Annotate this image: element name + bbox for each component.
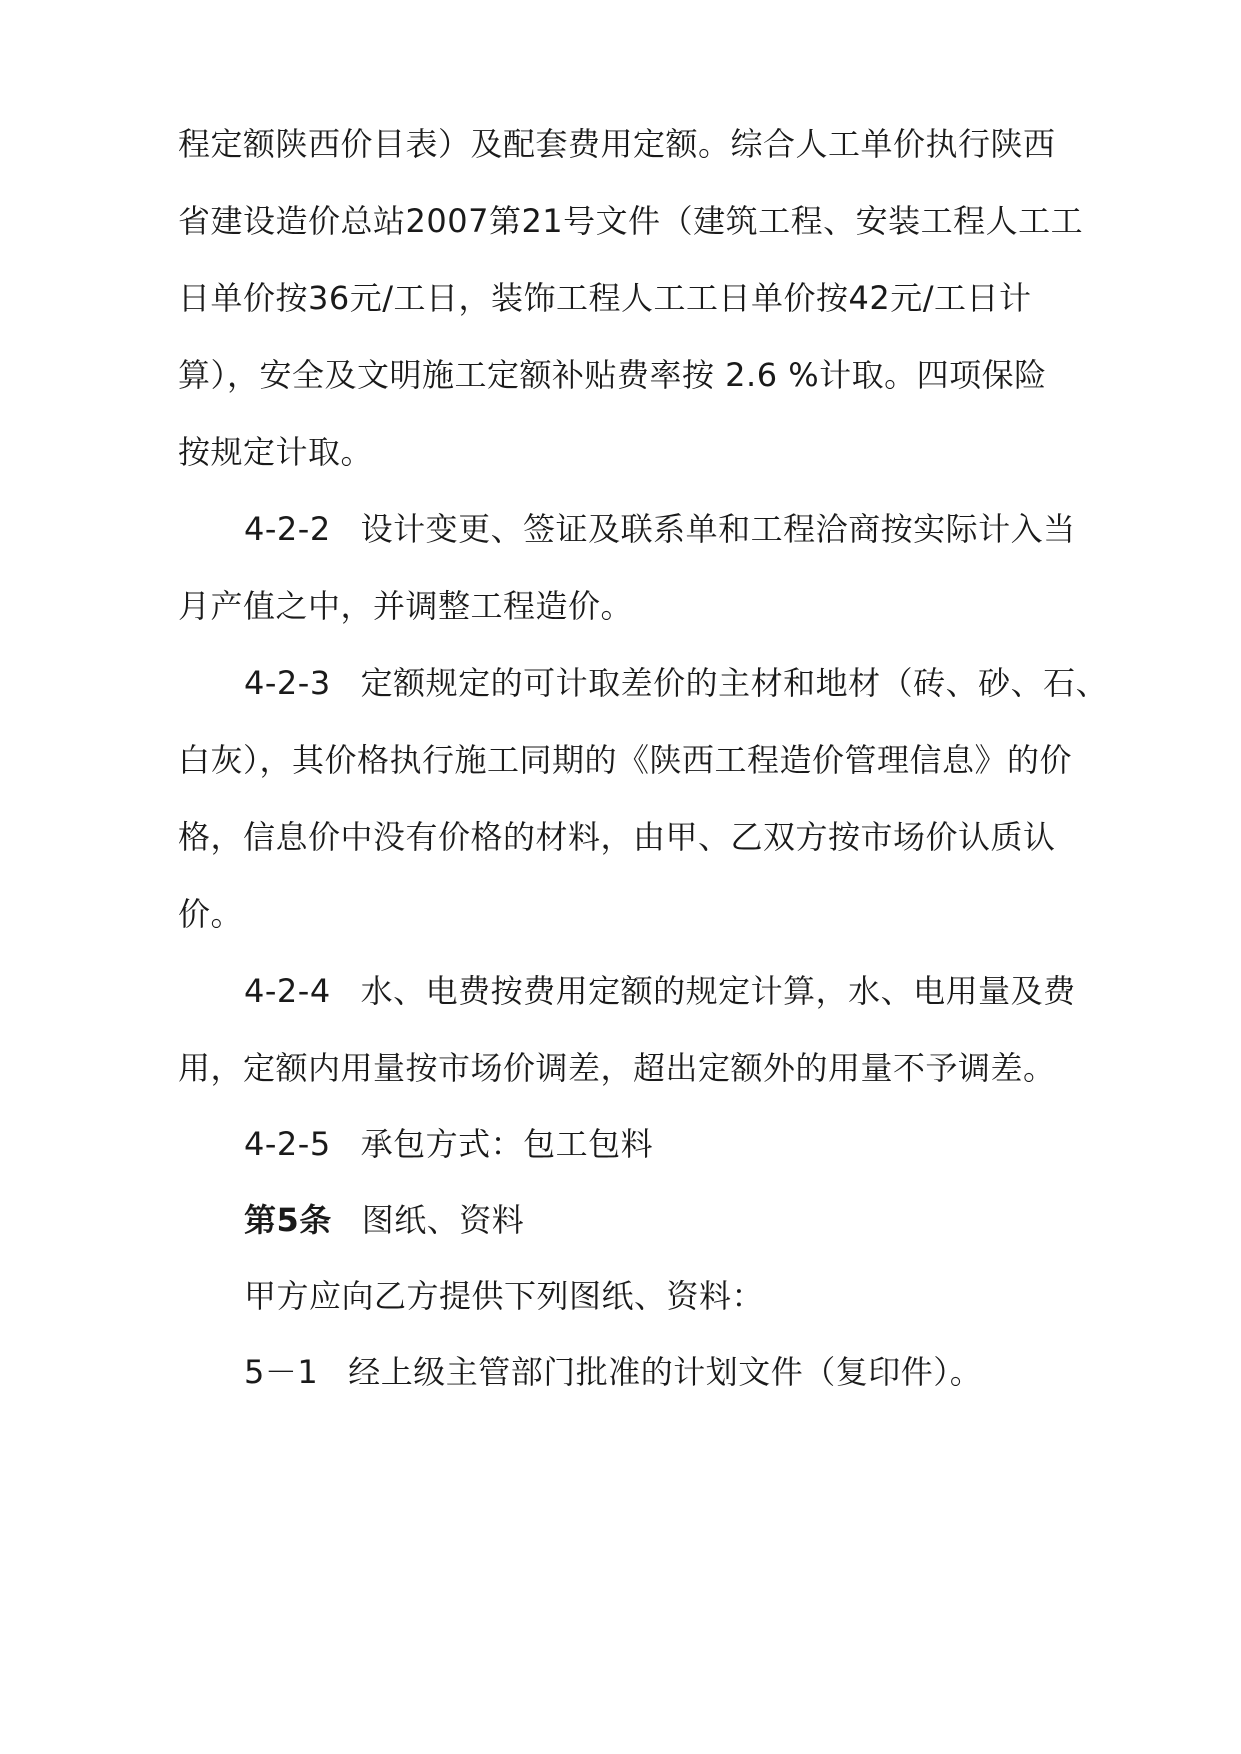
clause-number: 4-2-2 bbox=[244, 510, 331, 548]
clause-number: 4-2-5 bbox=[244, 1125, 331, 1163]
clause-text: 承包方式：包工包料 bbox=[360, 1125, 654, 1163]
paragraph-line: 省建设造价总站2007第21号文件（建筑工程、安装工程人工工 bbox=[178, 202, 1084, 240]
clause-4-2-4 bbox=[244, 971, 1076, 1011]
article-5-heading bbox=[244, 1200, 524, 1240]
intro-line: 甲方应向乙方提供下列图纸、资料： bbox=[244, 1277, 765, 1315]
clause-4-2-3 bbox=[244, 663, 1108, 703]
paragraph-line: 格，信息价中没有价格的材料，由甲、乙双方按市场价认质认 bbox=[178, 818, 1056, 856]
clause-text: 定额规定的可计取差价的主材和地材（砖、砂、石、 bbox=[360, 664, 1109, 702]
item-text: 经上级主管部门批准的计划文件（复印件）。 bbox=[348, 1353, 983, 1391]
paragraph-line: 按规定计取。 bbox=[178, 433, 374, 471]
clause-number: 4-2-4 bbox=[244, 972, 331, 1010]
item-5-1 bbox=[244, 1352, 982, 1392]
paragraph-line: 白灰），其价格执行施工同期的《陕西工程造价管理信息》的价 bbox=[178, 741, 1073, 779]
article-title: 图纸、资料 bbox=[361, 1201, 525, 1239]
paragraph-line: 程定额陕西价目表）及配套费用定额。综合人工单价执行陕西 bbox=[178, 125, 1056, 163]
paragraph-line: 月产值之中，并调整工程造价。 bbox=[178, 587, 634, 625]
clause-text: 设计变更、签证及联系单和工程洽商按实际计入当 bbox=[360, 510, 1076, 548]
clause-number: 4-2-3 bbox=[244, 664, 331, 702]
paragraph-line: 算），安全及文明施工定额补贴费率按 2.6 %计取。四项保险 bbox=[178, 356, 1047, 394]
clause-4-2-5 bbox=[244, 1124, 653, 1164]
item-number: 5－1 bbox=[244, 1353, 319, 1391]
clause-4-2-2 bbox=[244, 509, 1076, 549]
article-number: 第5条 bbox=[244, 1201, 332, 1239]
paragraph-line: 用，定额内用量按市场价调差，超出定额外的用量不予调差。 bbox=[178, 1049, 1056, 1087]
paragraph-line: 日单价按36元/工日，装饰工程人工工日单价按42元/工日计 bbox=[178, 279, 1032, 317]
clause-text: 水、电费按费用定额的规定计算，水、电用量及费 bbox=[360, 972, 1076, 1010]
paragraph-line: 价。 bbox=[178, 895, 244, 933]
